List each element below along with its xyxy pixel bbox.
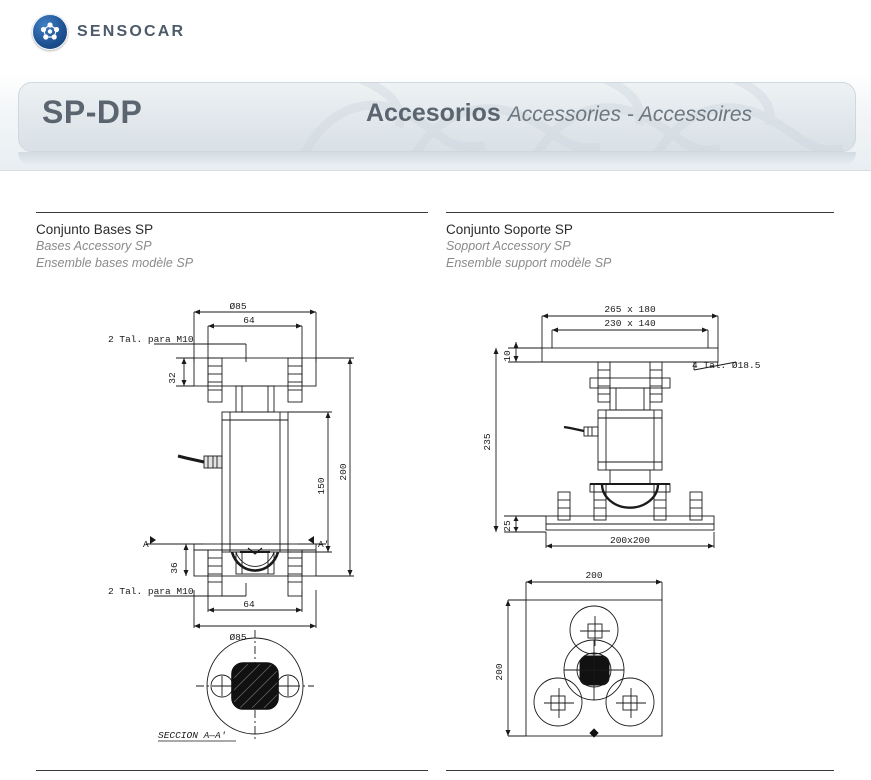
dim-top-width: 64 [243, 315, 255, 326]
dim-top-holes: 2 Tal. para M10 [108, 334, 194, 345]
section-title-fr: Ensemble support modèle SP [446, 256, 612, 270]
section-title-en: Sopport Accessory SP [446, 239, 571, 253]
page-title-translations: Accessories - Accessoires [507, 103, 753, 126]
header-bar [0, 0, 871, 72]
section-title-es: Conjunto Bases SP [36, 222, 154, 237]
title-band-shadow [18, 152, 856, 166]
dim-bottom-width: 64 [243, 599, 255, 610]
section-marker-left: A [143, 539, 149, 550]
section-title-en: Bases Accessory SP [36, 239, 152, 253]
section-title-es: Conjunto Soporte SP [446, 222, 573, 237]
dim-body-height-inner: 150 [316, 477, 327, 495]
header-divider [0, 170, 871, 171]
dim-bottom-holes: 2 Tal. para M10 [108, 586, 194, 597]
dim-base-thickness: 25 [502, 520, 513, 532]
section-rule [36, 212, 428, 213]
sensocar-logo-icon [32, 14, 68, 50]
section-marker-right: A' [318, 539, 330, 550]
brand-name: SENSOCAR [77, 23, 186, 40]
footer-rule-right [446, 770, 834, 771]
dim-bottom-diameter: Ø85 [229, 632, 247, 643]
dim-base-plate: 200x200 [610, 535, 650, 546]
dim-top-diameter: Ø85 [229, 301, 247, 312]
section-caption: SECCION A—A' [158, 730, 227, 741]
section-bases [36, 212, 428, 272]
page-model-code: SP-DP [42, 94, 143, 130]
dim-bottom-height: 36 [169, 562, 180, 574]
dim-top-plate-inner: 230 x 140 [604, 318, 656, 329]
dim-total-height: 235 [482, 433, 493, 451]
section-title-fr: Ensemble bases modèle SP [36, 256, 194, 270]
footer-rule-left [36, 770, 428, 771]
dim-top-height: 32 [167, 372, 178, 384]
sp-bases-technical-drawing [36, 300, 428, 760]
brand-logo [32, 14, 185, 50]
section-support [446, 212, 834, 272]
dim-plan-height: 200 [494, 663, 505, 681]
dim-top-plate-outer: 265 x 180 [604, 304, 656, 315]
dim-plan-width: 200 [585, 570, 603, 581]
page-title [366, 99, 752, 128]
dim-top-holes: 4 Tal. Ø18.5 [692, 360, 761, 371]
section-rule [446, 212, 834, 213]
dim-body-height-outer: 200 [338, 463, 349, 481]
dim-top-plate-thickness: 10 [502, 350, 513, 362]
page-title-es: Accesorios [366, 99, 501, 127]
sp-support-technical-drawing [446, 300, 834, 760]
